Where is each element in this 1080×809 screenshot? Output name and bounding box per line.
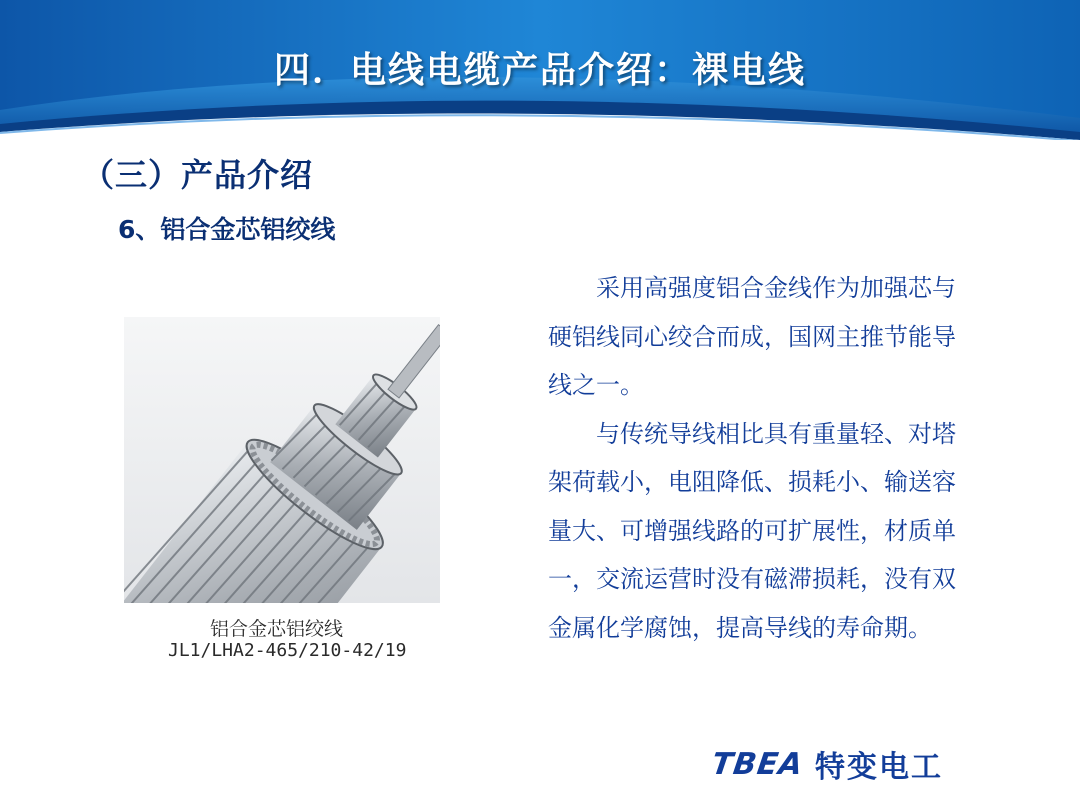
description-paragraph-1: 采用高强度铝合金线作为加强芯与硬铝线同心绞合而成，国网主推节能导线之一。 (548, 274, 956, 399)
logo-text-en: TBEA (709, 746, 806, 782)
figure-caption-model: JL1/LHA2-465/210-42/19 (168, 640, 407, 661)
conductor-photo (124, 317, 440, 603)
description-paragraph-2: 与传统导线相比具有重量轻、对塔架荷载小，电阻降低、损耗小、输送容量大、可增强线路的可扩展性，材质单一，交流运营时没有磁滞损耗，没有双金属化学腐蚀，提高导线的寿命期。 (548, 419, 956, 642)
page-title: 四．电线电缆产品介绍：裸电线 (273, 50, 806, 91)
section-heading: （三）产品介绍 (82, 156, 314, 194)
subsection-heading: 6、铝合金芯铝绞线 (118, 215, 336, 244)
figure-caption-name: 铝合金芯铝绞线 (210, 618, 344, 640)
description-text (548, 264, 968, 652)
logo-text-cn: 特变电工 (815, 750, 944, 785)
company-logo (709, 742, 944, 786)
